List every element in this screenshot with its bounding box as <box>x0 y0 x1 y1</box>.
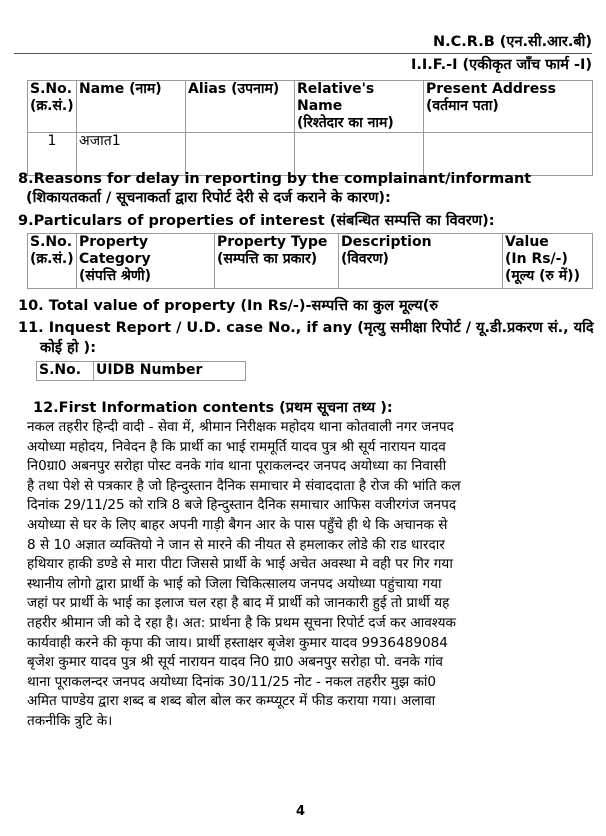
header-name <box>77 81 186 133</box>
prop-header-category-l1: Property <box>79 234 149 250</box>
fir-line: नि0ग्रा0 अबनपुर सरोहा पोस्ट वनके गांव थाना पूराकलन्दर जनपद अयोध्या का निवासी <box>27 458 447 475</box>
fir-line: अमित पाण्डेय द्वारा शब्द ब शब्द बोल बोल कर कम्प्यूटर में फीड कराया गया। अलावा <box>27 693 436 710</box>
prop-header-value <box>503 234 593 289</box>
prop-header-description <box>339 234 503 289</box>
section-8-title: 8.Reasons for delay in reporting by the complainant/informant <box>18 171 532 187</box>
fir-line: स्थानीय लोगो द्वारा प्रार्थी के भाई को जिला चिकित्सालय जनपद अयोध्या पहुंचाया गया <box>27 575 442 592</box>
section-11-title: 11. Inquest Report / U.D. case No., if any (मृत्यु समीक्षा रिपोर्ट / यू.डी.प्रकरण सं., यदि <box>18 320 594 336</box>
prop-header-type-l2: (सम्पत्ति का प्रकार) <box>217 251 318 267</box>
fir-line: नकल तहरीर हिन्दी वादी - सेवा में, श्रीमान निरीक्षक महोदय थाना कोतवाली नगर जनपद <box>27 419 454 435</box>
page-number: 4 <box>296 804 306 819</box>
header-divider <box>14 53 592 54</box>
form-code-ncrb: N.C.R.B (एन.सी.आर.बी) <box>432 34 592 50</box>
fir-line: जहां पर प्रार्थी के भाई का इलाज चल रहा है बाद में प्रार्थी को जानकारी हुई तो प्रार्थी यह <box>27 595 450 612</box>
section-10-title: 10. Total value of property (In Rs/-)-सम्पत्ति का कुल मूल्य(रु <box>18 298 439 314</box>
section-12-title: 12.First Information contents (प्रथम सूचना तथ्य ): <box>33 400 393 416</box>
property-table-header <box>28 234 593 289</box>
fir-line: तहरीर श्रीमान जी को दे रहा है। अत: प्रार्थना है कि प्रथम सूचना रिपोर्ट दर्ज कर आवश्यक <box>27 614 456 631</box>
uidb-table <box>36 361 246 381</box>
prop-header-description-l2: (विवरण) <box>341 251 389 267</box>
prop-header-type <box>215 234 339 289</box>
header-sno-hi: (क्र.सं.) <box>30 98 74 114</box>
fir-line: हथियार हाकी डण्डे से मारा पीटा जिससे प्रार्थी के भाई अचेत अवस्था मे वही पर गिर गया <box>27 556 453 573</box>
header-address <box>424 81 593 133</box>
uidb-header-sno: S.No. <box>37 362 94 381</box>
uidb-table-header <box>37 362 246 381</box>
fir-line: तकनीकि त्रुटि के। <box>27 712 113 729</box>
property-table <box>27 233 593 289</box>
prop-header-value-l2: (In Rs/-) <box>505 251 568 267</box>
fir-line: है तथा पेशे से पत्रकार है जो हिन्दुस्तान दैनिक समाचार मे संवाददाता है रोज की भांति कल <box>27 477 461 494</box>
prop-header-sno <box>28 234 77 289</box>
fir-line: कार्यवाही करने की कृपा की जाय। प्रार्थी हस्ताक्षर बृजेश कुमार यादव 9936489084 <box>27 634 448 651</box>
section-9-title: 9.Particulars of properties of interest (संबन्धित सम्पत्ति का विवरण): <box>18 213 495 229</box>
section-11-title-cont: कोई हो ): <box>40 340 96 356</box>
accused-sno: 1 <box>28 133 77 176</box>
prop-header-category-l3: (संपत्ति श्रेणी) <box>79 268 152 284</box>
header-sno-en: S.No. <box>30 81 73 97</box>
header-alias-en: Alias (उपनाम) <box>188 81 280 97</box>
header-name-en: Name (नाम) <box>79 81 162 97</box>
header-address-hi: (वर्तमान पता) <box>426 98 499 114</box>
fir-line: थाना पूराकलन्दर जनपद अयोध्या दिनांक 30/11/25 नोट - नकल तहरीर मुझ कां0 <box>27 673 437 690</box>
header-relative-en: Relative's Name <box>297 81 375 114</box>
header-address-en: Present Address <box>426 81 556 97</box>
prop-header-category <box>77 234 215 289</box>
header-relative-hi: (रिश्तेदार का नाम) <box>297 115 394 131</box>
accused-table-header <box>28 81 593 133</box>
prop-header-value-l1: Value <box>505 234 549 250</box>
prop-header-type-l1: Property Type <box>217 234 328 250</box>
section-8-subtitle: (शिकायतकर्ता / सूचनाकर्ता द्वारा रिपोर्ट देरी से दर्ज कराने के कारण): <box>26 190 391 206</box>
form-code-iif: I.I.F.-I (एकीकृत जाँच फार्म -I) <box>411 57 592 73</box>
prop-header-category-l2: Category <box>79 251 151 267</box>
fir-contents <box>27 418 593 732</box>
fir-line: दिनांक 29/11/25 को रात्रि 8 बजे हिन्दुस्तान दैनिक समाचार आफिस वजीरगंज जनपद <box>27 497 457 514</box>
prop-header-sno-l1: S.No. <box>30 234 73 250</box>
accused-name: अजात1 <box>77 133 186 176</box>
accused-table <box>27 80 593 176</box>
prop-header-value-l3: (मूल्य (रु में)) <box>505 268 580 284</box>
prop-header-sno-l2: (क्र.सं.) <box>30 251 74 267</box>
header-relative <box>295 81 424 133</box>
fir-line: बृजेश कुमार यादव पुत्र श्री सूर्य नारायन यादव नि0 ग्रा0 अबनपुर सरोहा पो. वनके गांव <box>27 654 443 671</box>
header-sno <box>28 81 77 133</box>
header-alias <box>186 81 295 133</box>
fir-line: अयोध्या महोदय, निवेदन है कि प्रार्थी का भाई राममूर्ति यादव पुत्र श्री सूर्य नारायन यादव <box>27 438 446 455</box>
uidb-header-number: UIDB Number <box>94 362 246 381</box>
fir-line: अयोध्या से घर के लिए बाहर अपनी गाड़ी बैगन आर के पास पहुँचे ही थे कि अचानक से <box>27 516 448 533</box>
prop-header-description-l1: Description <box>341 234 432 250</box>
fir-line: 8 से 10 अज्ञात व्यक्तियो ने जान से मारने की नीयत से हमलाकर लोडे की राड धारदार <box>27 536 445 553</box>
